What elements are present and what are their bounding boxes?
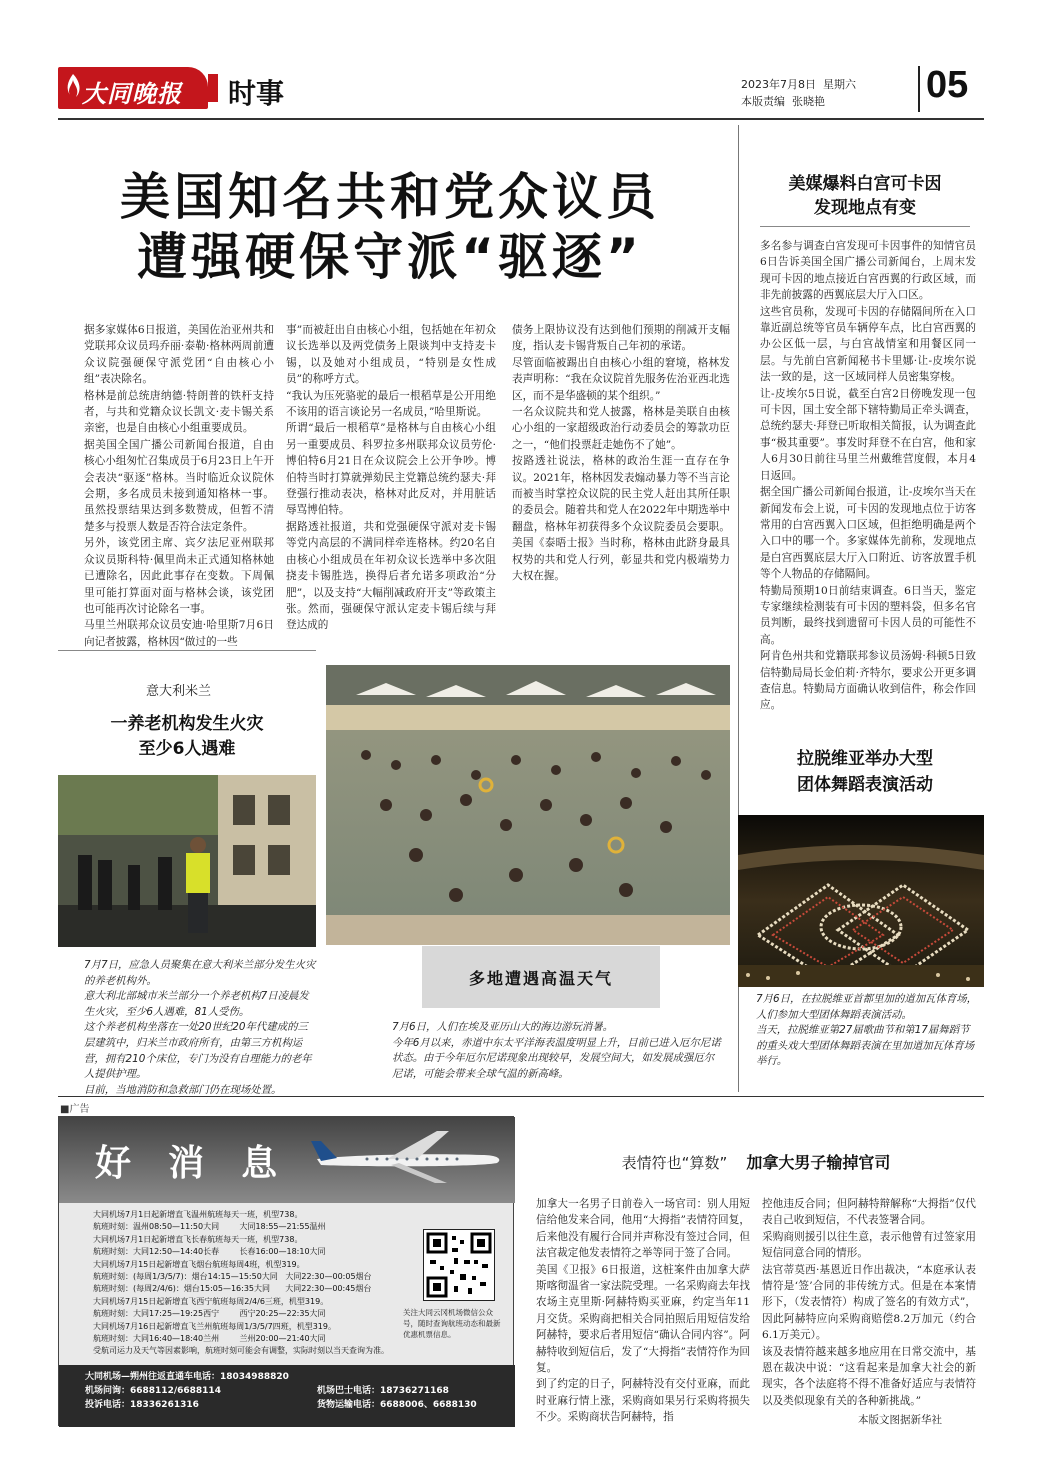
latvia-headline-line1: 拉脱维亚举办大型: [797, 749, 933, 769]
ad-box: [58, 1116, 514, 1426]
ad-line: 大同机场7月15日起新增直飞西宁航班每周2/4/6三班，机型319。: [93, 1296, 329, 1306]
italy-headline-line1: 一养老机构发生火灾: [110, 714, 264, 734]
ad-line: 航班时刻：大同12:50—14:40长春 长春16:00—18:10大同: [93, 1247, 326, 1257]
section-title: 时事: [228, 77, 285, 110]
ad-line: 大同机场7月1日起新增直飞长春航班每天一班，机型738。: [93, 1234, 303, 1244]
italy-headline-line2: 至少6人遇难: [138, 739, 236, 759]
ad-hero: [59, 1117, 515, 1203]
italy-rule: [58, 650, 316, 651]
heat-label: 多地遭遇高温天气: [468, 969, 613, 988]
italy-headline: [58, 712, 316, 762]
qr-code[interactable]: [423, 1229, 495, 1301]
ad-footer-complaint: 投诉电话：18336261316: [85, 1400, 199, 1410]
ad-footer-inquiry: 机场问询：6688112/6688114: [85, 1386, 221, 1396]
ad-footer-shuttle: 大同机场—朔州往返直通车电话：18034988820: [85, 1372, 289, 1382]
italy-caption: 7月7日，应急人员聚集在意大利米兰部分发生火灾的养老机构外。 意大利北部城市米兰部分一个养老机构7日凌晨发生火灾，至少6人遇难，81人受伤。 这个养老机构坐落在一处20世纪20年代建成的三层建筑中，归米兰市政府所有，由第三方机构运营，拥有210个床位，专门为没有自理能力的老年人提供护理。 目前，当地消防和急救部门仍在现场处置。: [84, 959, 316, 1096]
heat-photo: [326, 665, 730, 945]
emoji-headline-light: 表情符也“算数”: [621, 1154, 728, 1172]
emoji-col-2: 控他违反合同；但阿赫特辩解称“大拇指”仅代表自己收到短信，不代表签署合同。 采购商则援引以往生意，表示他曾有过签家用短信同意合同的情形。 法官蒂莫西·基恩近日作出裁决，“本庭承认表情符是‘签’合同的非传统方式。但是在本案情形下，（发表情符）构成了签名的有效方式”，因此阿赫特应向采购商赔偿8.2万加元（约合6.1万美元）。 该及表情符越来越多地应用在日常交流中，基恩在裁决中说：“这看起来是加拿大社会的新现实，各个法庭将不得不准备好适应与表情符以及类似现象有关的各种新挑战。”: [762, 1198, 976, 1407]
lead-headline-line2: 遭强硬保守派“驱逐”: [137, 228, 643, 286]
whitehouse-body: 多名参与调查白宫发现可卡因事件的知情官员6日告诉美国全国广播公司新闻台，上周末发现可卡因的地点接近白宫西翼的行政区域，而非先前披露的西翼底层大厅入口区。 这些官员称，发现可卡因的存储隔间所在入口靠近副总统等官员车辆停车点，比白宫西翼的办公区低一层，与白宫战情室和用餐区同一层。与先前白宫新闻秘书卡里娜·让-皮埃尔说法一致的是，这一区域同样人员密集穿梭。 让-皮埃尔5日说，截至白宫2日傍晚发现一包可卡因，国土安全部下辖特勤局正牵头调查，总统约瑟夫·拜登已听取相关简报，认为调查此事“极其重要”。事发时拜登不在白宫，他和家人6月30日前往马里兰州戴维营度假，本月4日返回。 据全国广播公司新闻台报道，让-皮埃尔当天在新闻发布会上说，可卡因的发现地点位于访客常用的白宫西翼入口区域，但拒绝明确是两个入口中的哪一个。多家媒体先前称，发现地点是白宫西翼底层大厅入口附近、访客放置手机等个人物品的存储隔间。 特勤局预期10日前结束调查。6日当天，鉴定专家继续检测装有可卡因的塑料袋，但多名官员判断，最终找到遗留可卡因人员的可能性不高。 阿肯色州共和党籍联邦参议员汤姆·科顿5日致信特勤局局长金伯莉·齐特尔，要求公开更多调查信息。特勤局方面确认收到信件，称会作回应。: [760, 240, 976, 712]
airplane-icon: [307, 1125, 507, 1189]
whitehouse-headline-line1: 美媒爆料白宫可卡因: [788, 174, 942, 194]
masthead-logo-tab: [208, 74, 218, 102]
emoji-headline-bold: 加拿大男子输掉官司: [746, 1153, 891, 1172]
heat-caption: 7月6日，人们在埃及亚历山大的海边游玩消暑。 今年6月以来，赤道中东太平洋海表温度明显上升，目前已进入厄尔尼诺状态。由于今年厄尔尼诺现象出现较早，发展空间大，如发展成强厄尔尼诺，可能会带来全球气温的新高峰。: [392, 1021, 721, 1080]
qr-note: 关注大同云冈机场微信公众号，随时查询航班动态和最新优惠机票信息。: [403, 1308, 501, 1339]
ad-label: ■广告: [60, 1104, 90, 1115]
heat-label-box: [422, 946, 660, 1008]
whitehouse-headline: [745, 172, 985, 220]
ad-line: 航班时刻：温州08:50—11:50大同 大同18:55—21:55温州: [93, 1222, 326, 1232]
italy-photo: [58, 775, 316, 947]
page-number: 05: [926, 64, 969, 106]
ad-line: 航班时刻：(每周2/4/6)：烟台15:05—16:35大同 大同22:30—00:45烟台: [93, 1284, 372, 1294]
italy-kicker: 意大利米兰: [146, 684, 212, 699]
whitehouse-rule: [760, 226, 970, 227]
page-editor: 本版责编 张晓艳: [741, 95, 825, 108]
ad-line: 航班时刻：大同17:25—19:25西宁 西宁20:25—22:35大同: [93, 1309, 326, 1319]
page-credit: 本版文图据新华社: [858, 1414, 942, 1426]
lead-headline-line1: 美国知名共和党众议员: [120, 168, 660, 226]
ad-line: 大同机场7月16日起新增直飞兰州航班每周1/3/5/7四班，机型319。: [93, 1321, 336, 1331]
ad-line: 航班时刻：(每周1/3/5/7)：烟台14:15—15:50大同 大同22:30—00:05烟台: [93, 1272, 372, 1282]
emoji-col-1: 加拿大一名男子日前卷入一场官司：别人用短信给他发来合同，他用“大拇指”表情符回复，后来他没有履行合同并声称没有签过合同，但法官裁定他发表情符之举等同于签了合同。 美国《卫报》6日报道，这桩案件由加拿大萨斯喀彻温省一家法院受理。一名采购商去年找农场主克里斯·阿赫特购买亚麻，约定当年11月交货。采购商把相关合同拍照后用短信发给阿赫特，要求后者用短信“确认合同内容”。阿赫特收到短信后，发了“大拇指”表情符作为回复。 到了约定的日子，阿赫特没有交付亚麻，而此时亚麻行情上涨，采购商如果另行采购将损失不少。采购商状告阿赫特，指: [536, 1198, 750, 1424]
ad-headline: 好 消 息: [95, 1142, 282, 1184]
lead-headline: [60, 168, 720, 286]
ad-rule: [58, 1096, 984, 1097]
issue-date: 2023年7月8日 星期六: [741, 78, 856, 91]
latvia-headline-line2: 团体舞蹈表演活动: [797, 775, 933, 795]
masthead: [58, 62, 984, 122]
emoji-headline: [528, 1150, 984, 1173]
lead-col-1: 据多家媒体6日报道，美国佐治亚州共和党联邦众议员玛乔丽·泰勒·格林两周前遭众议院强硬保守派党团“自由核心小组”表决除名。 格林是前总统唐纳德·特朗普的铁杆支持者，与共和党籍众议长凯文·麦卡锡关系亲密，也是自由核心小组重要成员。 据美国全国广播公司新闻台报道，自由核心小组匆忙召集成员于6月23日上午开会表决“驱逐”格林。当时临近众议院休会期，多名成员未接到通知格林一事。虽然投票结果达到多数赞成，但暂不清楚多与投票人数是否符合法定条件。 另外，该党团主席、宾夕法尼亚州联邦众议员斯科特·佩里尚未正式通知格林她已遭除名，因此此事存在变数。下周佩里可能打算面对面与格林会谈，该党团也可能再次讨论除名一事。 马里兰州联邦众议员安迪·哈里斯7月6日向记者披露，格林因“做过的一些: [84, 324, 274, 648]
lead-col-2: 事”而被赶出自由核心小组，包括她在年初众议长选举以及两党债务上限谈判中支持麦卡锡，以及她对小组成员，“特别是女性成员”的称呼方式。 “我认为压死骆驼的最后一根稻草是公开用绝不该用的语言谈论另一名成员，”哈里斯说。 所谓“最后一根稻草”是格林与自由核心小组另一重要成员、科罗拉多州联邦众议员劳伦·博伯特6月21日在众议院会上公开争吵。博伯特当时打算就弹劾民主党籍总统约瑟夫·拜登强行推动表决，格林对此反对，并用脏话辱骂博伯特。 据路透社报道，共和党强硬保守派对麦卡锡等党内高层的不满同样牵连格林。约20名自由核心小组成员在年初众议长选举中多次阻挠麦卡锡胜选，换得后者允诺多项政治“分肥”，以及支持“大幅削减政府开支”等政策主张。然而，强硬保守派认定麦卡锡后续与拜登达成的: [286, 324, 496, 632]
ad-line: 航班时刻：大同16:40—18:40兰州 兰州20:00—21:40大同: [93, 1334, 326, 1344]
masthead-divider: [918, 66, 920, 112]
latvia-caption: 7月6日，在拉脱维亚首都里加的道加瓦体育场，人们参加大型团体舞蹈表演活动。 当天，拉脱维亚第27届歌曲节和第17届舞蹈节的重头戏大型团体舞蹈表演在里加道加瓦体育场举行。: [756, 993, 978, 1068]
ad-schedule: [93, 1209, 423, 1358]
latvia-photo: [738, 815, 984, 987]
lead-col-3: 债务上限协议没有达到他们预期的削减开支幅度，指认麦卡锡背叛自己年初的承诺。 尽管面临被踢出自由核心小组的窘境，格林发表声明称：“我在众议院首先服务佐治亚西北选区，而不是华盛顿的某个组织。” 一名众议院共和党人披露，格林是美联自由核心小组的一家超级政治行动委员会的筹款功臣之一，“他们投票赶走她伤不了她”。 按路透社说法，格林的政治生涯一直存在争议。2021年，格林因发表煽动暴力等不当言论而被当时掌控众议院的民主党人赶出其所任职的委员会。随着共和党人在2022年中期选举中翻盘，格林年初获得多个众议院委员会要职。美国《泰晤士报》当时称，格林由此跻身最具权势的共和党人行列，彰显共和党内极端势力大权在握。: [512, 324, 730, 583]
masthead-logo-text: 大同晚报: [82, 79, 182, 108]
ad-footer-cargo: 货物运输电话：6688006、6688130: [317, 1400, 477, 1410]
ad-footer-bus: 机场巴士电话：18736271168: [317, 1386, 449, 1396]
latvia-headline: [745, 746, 985, 798]
ad-line: 受航司运力及天气等因素影响，航班时刻可能会有调整，实际时刻以当天查询为准。: [93, 1346, 389, 1356]
whitehouse-headline-line2: 发现地点有变: [814, 198, 916, 218]
ad-line: 大同机场7月15日起新增直飞烟台航班每周4班，机型319。: [93, 1259, 305, 1269]
masthead-logo: [58, 67, 208, 109]
ad-line: 大同机场7月1日起新增直飞温州航班每天一班，机型738。: [93, 1210, 303, 1219]
flame-icon: [64, 73, 82, 103]
masthead-rule: [58, 118, 984, 120]
ad-footer: [59, 1365, 515, 1427]
